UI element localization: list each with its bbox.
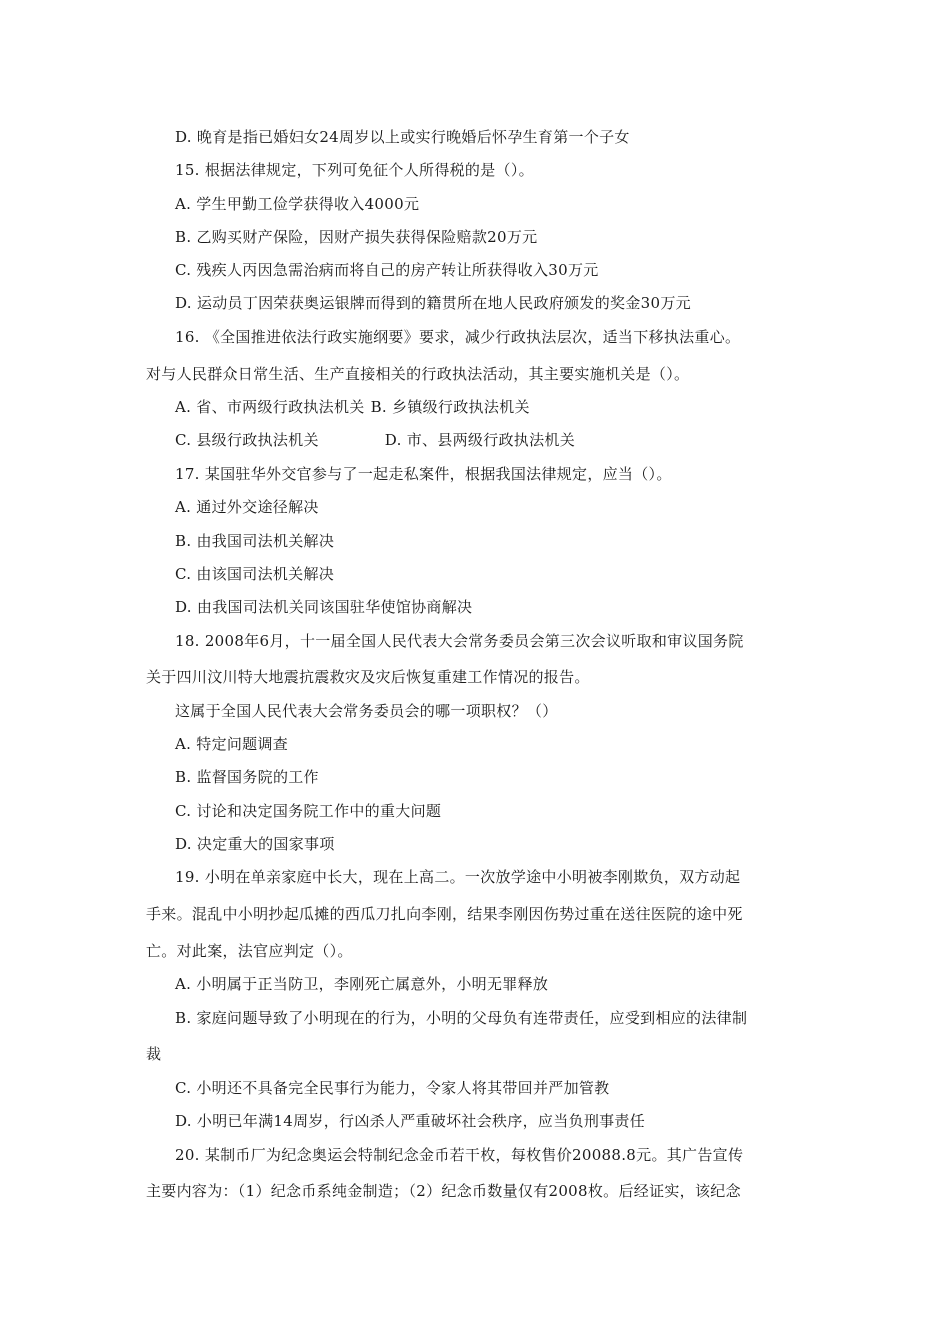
q18-stem-line1: 18. 2008年6月，十一届全国人民代表大会常务委员会第三次会议听取和审议国务院 — [175, 632, 744, 650]
q19-option-a: A. 小明属于正当防卫，李刚死亡属意外，小明无罪释放 — [175, 975, 549, 993]
q15-option-d: D. 运动员丁因荣获奥运银牌而得到的籍贯所在地人民政府颁发的奖金30万元 — [175, 294, 691, 312]
q14-option-d: D. 晚育是指已婚妇女24周岁以上或实行晚婚后怀孕生育第一个子女 — [175, 128, 630, 146]
q17-stem: 17. 某国驻华外交官参与了一起走私案件，根据我国法律规定，应当（）。 — [175, 465, 672, 483]
q17-option-c: C. 由该国司法机关解决 — [175, 565, 335, 583]
q18-option-b: B. 监督国务院的工作 — [175, 768, 319, 786]
q18-stem-line3: 这属于全国人民代表大会常务委员会的哪一项职权？（） — [175, 702, 558, 720]
q18-stem-line2: 关于四川汶川特大地震抗震救灾及灾后恢复重建工作情况的报告。 — [146, 668, 590, 686]
q19-option-b-line1: B. 家庭问题导致了小明现在的行为，小明的父母负有连带责任，应受到相应的法律制 — [175, 1009, 748, 1027]
q17-option-b: B. 由我国司法机关解决 — [175, 532, 335, 550]
q18-option-c: C. 讨论和决定国务院工作中的重大问题 — [175, 802, 442, 820]
q17-option-d: D. 由我国司法机关同该国驻华使馆协商解决 — [175, 598, 473, 616]
q19-stem-line1: 19. 小明在单亲家庭中长大，现在上高二。一次放学途中小明被李刚欺负，双方动起 — [175, 868, 741, 886]
q17-option-a: A. 通过外交途径解决 — [175, 498, 319, 516]
q16-option-d: D. 市、县两级行政执法机关 — [384, 431, 576, 449]
q19-option-b-line2: 裁 — [146, 1045, 162, 1063]
q16-option-c: C. 县级行政执法机关 — [175, 431, 319, 449]
q20-stem-line1: 20. 某制币厂为纪念奥运会特制纪念金币若干枚，每枚售价20088.8元。其广告宣传 — [175, 1146, 744, 1164]
q19-stem-line3: 亡。对此案，法官应判定（）。 — [146, 942, 353, 960]
q16-stem-line2: 对与人民群众日常生活、生产直接相关的行政执法活动，其主要实施机关是（）。 — [146, 365, 690, 383]
q19-option-c: C. 小明还不具备完全民事行为能力，令家人将其带回并严加管教 — [175, 1079, 610, 1097]
q16-options-row2 — [175, 429, 575, 451]
q15-option-b: B. 乙购买财产保险，因财产损失获得保险赔款20万元 — [175, 228, 538, 246]
q18-option-a: A. 特定问题调查 — [175, 735, 289, 753]
q15-option-a: A. 学生甲勤工俭学获得收入4000元 — [175, 195, 420, 213]
q16-options-row1 — [175, 396, 530, 418]
q19-stem-line2: 手来。混乱中小明抄起瓜摊的西瓜刀扎向李刚，结果李刚因伤势过重在送往医院的途中死 — [146, 905, 743, 923]
q19-option-d: D. 小明已年满14周岁，行凶杀人严重破坏社会秩序，应当负刑事责任 — [175, 1112, 646, 1130]
q15-stem: 15. 根据法律规定，下列可免征个人所得税的是（）。 — [175, 161, 534, 179]
q20-stem-line2: 主要内容为：（1）纪念币系纯金制造；（2）纪念币数量仅有2008枚。后经证实，该纪念 — [146, 1182, 741, 1200]
q18-option-d: D. 决定重大的国家事项 — [175, 835, 335, 853]
q15-option-c: C. 残疾人丙因急需治病而将自己的房产转让所获得收入30万元 — [175, 261, 599, 279]
q16-option-a: A. 省、市两级行政执法机关 — [175, 398, 365, 416]
q16-option-b: B. 乡镇级行政执法机关 — [370, 398, 530, 416]
q16-stem-line1: 16. 《全国推进依法行政实施纲要》要求，减少行政执法层次，适当下移执法重心。 — [175, 328, 741, 346]
